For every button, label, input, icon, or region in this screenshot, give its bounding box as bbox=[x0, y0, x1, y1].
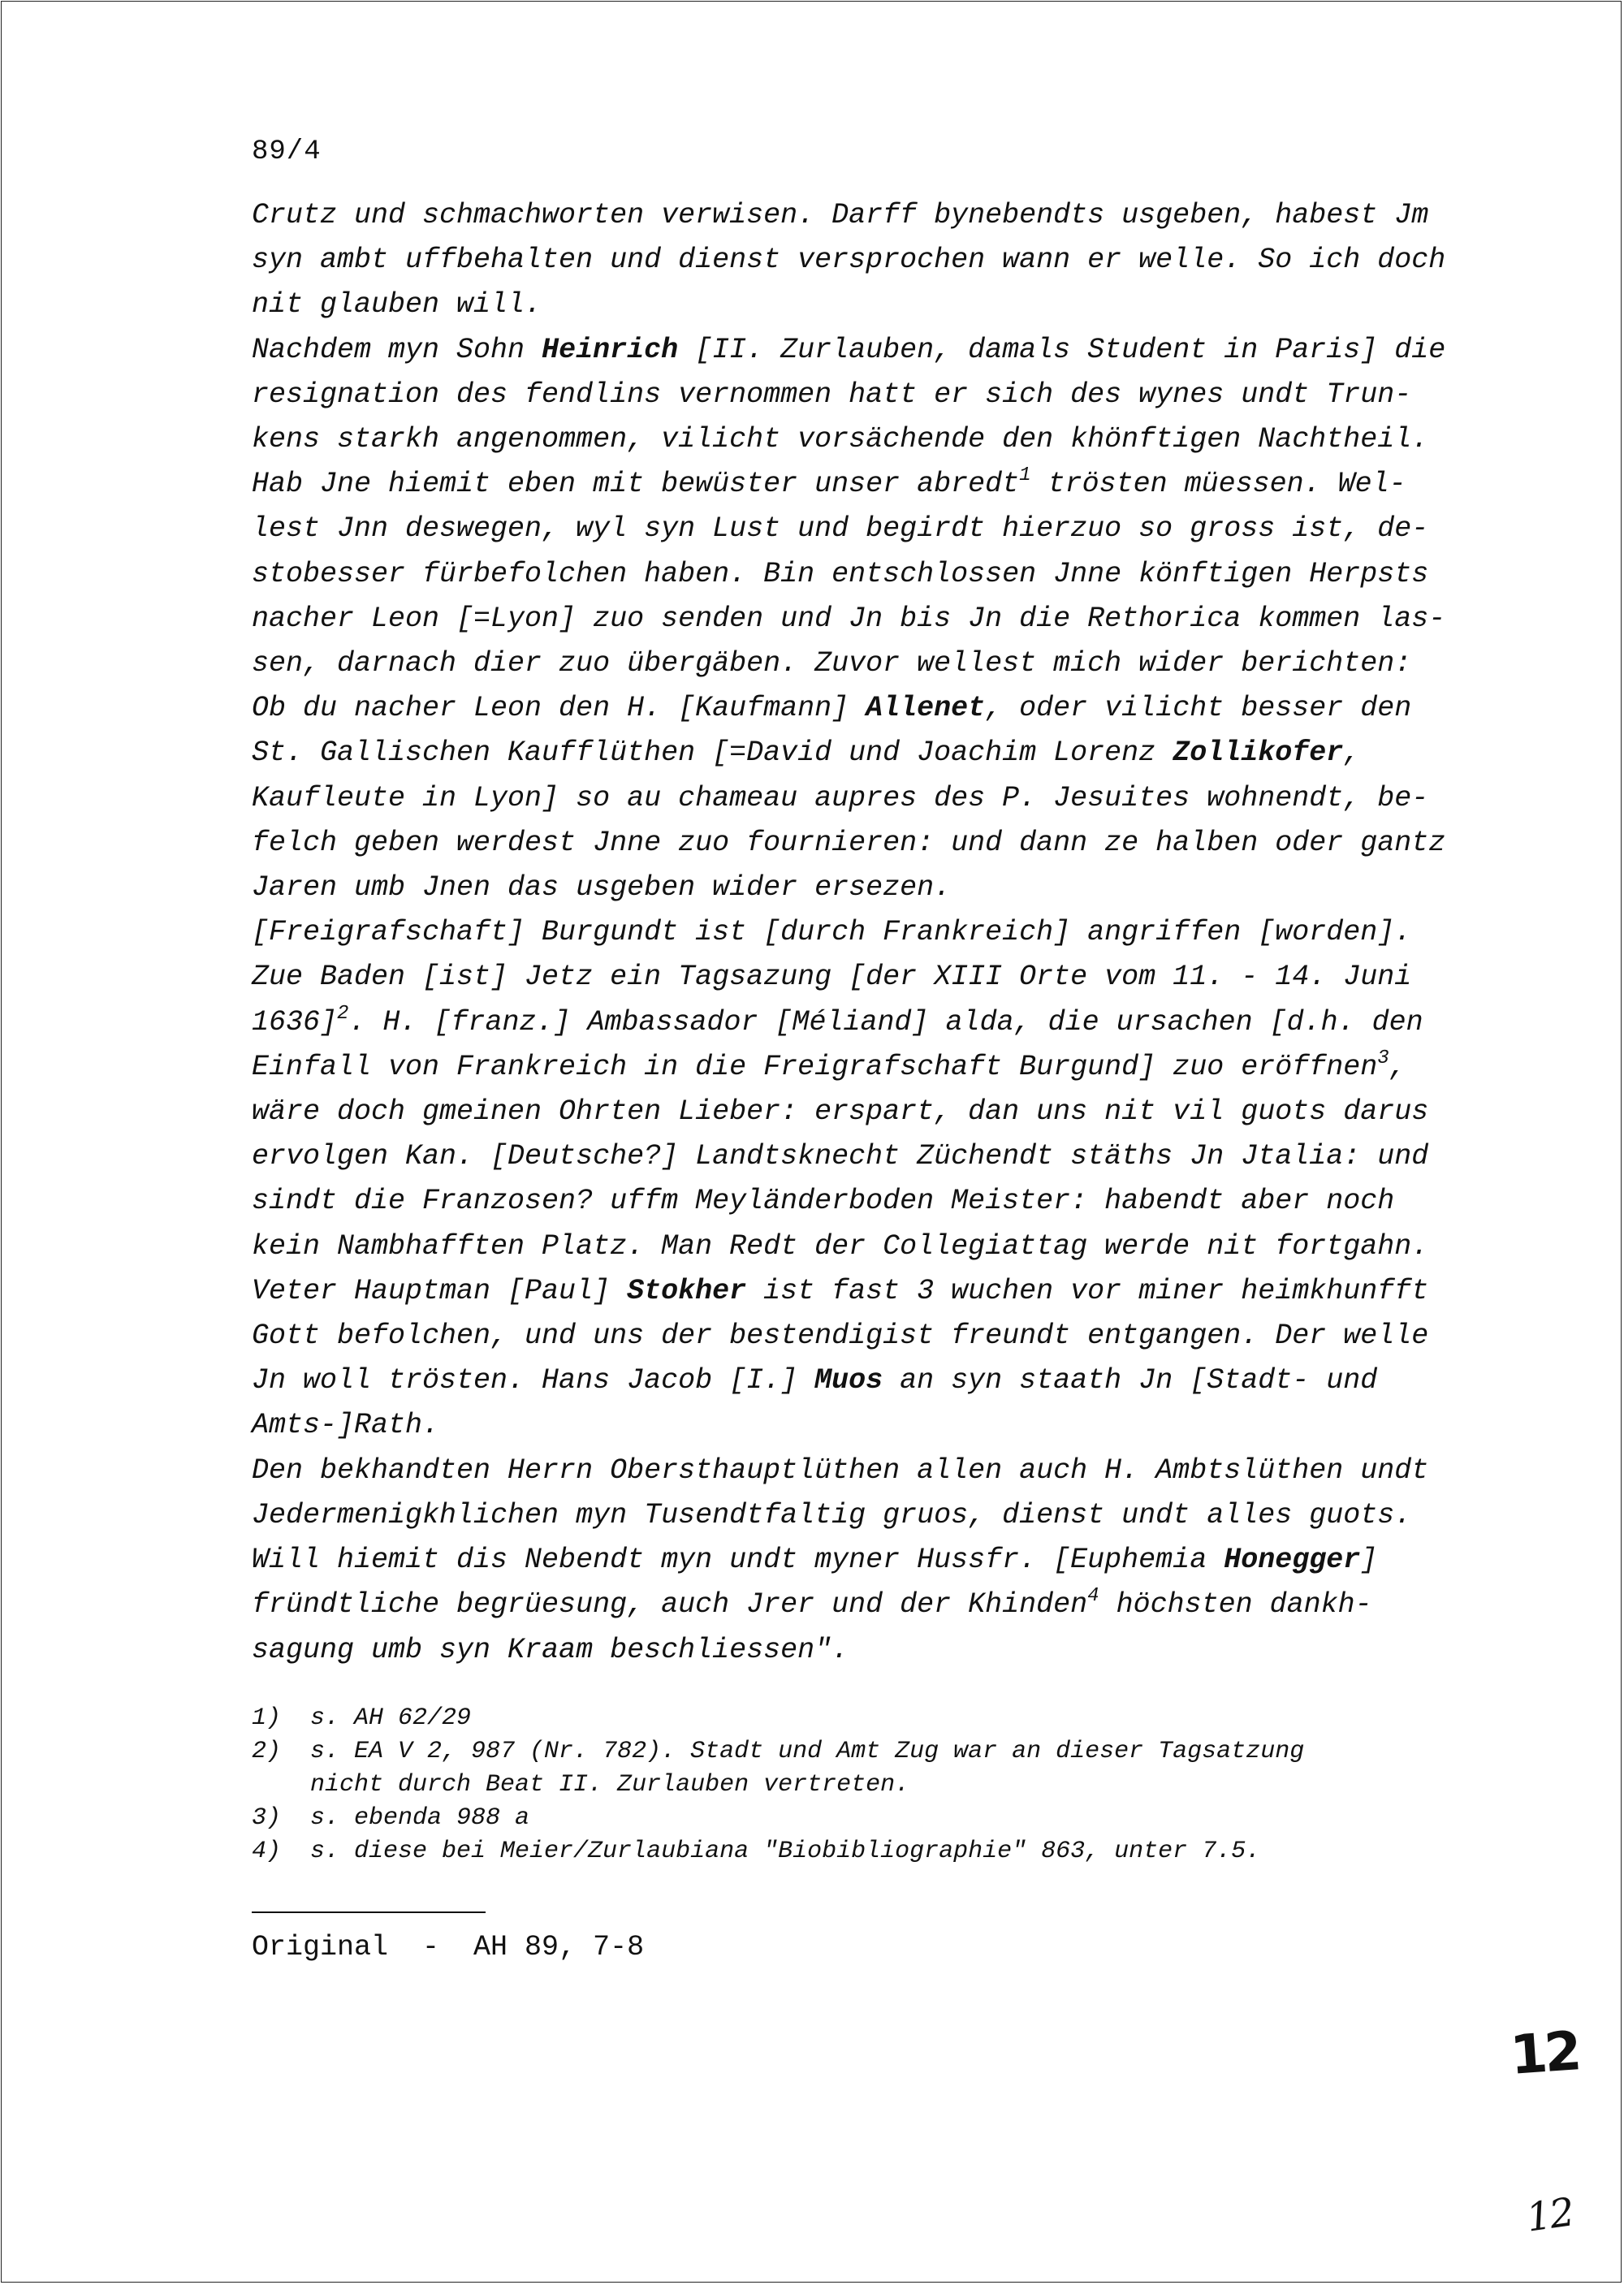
text-line: wäre doch gmeinen Ohrten Lieber: erspart, dan uns nit vil guots darus bbox=[252, 1095, 1429, 1129]
text-line: Veter Hauptman [Paul] Stokher ist fast 3 wuchen vor miner heimkhunfft bbox=[252, 1274, 1429, 1307]
text-line: syn ambt uffbehalten und dienst versprochen wann er welle. So ich doch bbox=[252, 244, 1446, 277]
person-name: Honegger bbox=[1224, 1544, 1361, 1577]
person-name: Zollikofer bbox=[1173, 736, 1344, 770]
text-line: Zue Baden [ist] Jetz ein Tagsazung [der XIII Orte vom 11. - 14. Juni bbox=[252, 961, 1412, 994]
person-name: Stokher bbox=[627, 1274, 747, 1307]
text-line: felch geben werdest Jnne zuo fournieren: und dann ze halben oder gantz bbox=[252, 826, 1446, 859]
footnote-continuation: nicht durch Beat II. Zurlauben vertreten. bbox=[310, 1771, 910, 1799]
handwritten-folio-mark: 12 bbox=[1523, 2189, 1576, 2241]
text-line: Crutz und schmachworten verwisen. Darff bynebendts usgeben, habest Jm bbox=[252, 199, 1429, 231]
person-name: Muos bbox=[814, 1364, 883, 1397]
text-line: Nachdem myn Sohn Heinrich [II. Zurlauben, damals Student in Paris] die bbox=[252, 333, 1446, 366]
page-number: 89/4 bbox=[252, 136, 322, 167]
text-line: sindt die Franzosen? uffm Meyländerboden Meister: habendt aber noch bbox=[252, 1185, 1395, 1218]
text-line: 1636]$^2$. H. [franz.] Ambassador [Méliand] alda, die ursachen [d.h. den bbox=[252, 1002, 1423, 1039]
footnote: 3) s. ebenda 988 a bbox=[252, 1804, 530, 1832]
text-line: Hab Jne hiemit eben mit bewüster unser abredt$^1$ trösten müessen. Wel- bbox=[252, 464, 1406, 501]
text-line: Will hiemit dis Nebendt myn undt myner Hussfr. [Euphemia Honegger] bbox=[252, 1544, 1378, 1577]
text-line: ervolgen Kan. [Deutsche?] Landtsknecht Züchendt stäths Jn Jtalia: und bbox=[252, 1140, 1429, 1173]
footnote-ref: 2 bbox=[337, 1002, 349, 1025]
text-line: Einfall von Frankreich in die Freigrafschaft Burgund] zuo eröffnen$^3$, bbox=[252, 1047, 1406, 1083]
text-line: Jn woll trösten. Hans Jacob [I.] Muos an syn staath Jn [Stadt- und bbox=[252, 1364, 1378, 1397]
text-line: kein Nambhafften Platz. Man Redt der Collegiattag werde nit fortgahn. bbox=[252, 1229, 1429, 1263]
text-line: kens starkh angenommen, vilicht vorsächende den khönftigen Nachtheil. bbox=[252, 423, 1429, 456]
text-line: fründtliche begrüesung, auch Jrer und der Khinden$^4$ höchsten dankh- bbox=[252, 1585, 1372, 1622]
text-line: stobesser fürbefolchen haben. Bin entschlossen Jnne könftigen Herpsts bbox=[252, 557, 1429, 590]
text-line: St. Gallischen Kaufflüthen [=David und Joachim Lorenz Zollikofer, bbox=[252, 736, 1361, 770]
text-line: nacher Leon [=Lyon] zuo senden und Jn bis Jn die Rethorica kommen las- bbox=[252, 602, 1446, 635]
footnotes bbox=[252, 1702, 1518, 1868]
footnote: 4) s. diese bei Meier/Zurlaubiana "Biobibliographie" 863, unter 7.5. bbox=[252, 1838, 1261, 1865]
footnote: 1) s. AH 62/29 bbox=[252, 1704, 472, 1732]
text-line: Jaren umb Jnen das usgeben wider ersezen. bbox=[252, 871, 952, 905]
text-line: Den bekhandten Herrn Obersthauptlüthen allen auch H. Ambtslüthen undt bbox=[252, 1454, 1429, 1487]
source-divider bbox=[252, 1911, 486, 1913]
footnote: 2) s. EA V 2, 987 (Nr. 782). Stadt und Amt Zug war an dieser Tagsatzung bbox=[252, 1738, 1305, 1765]
text-line: sagung umb syn Kraam beschliessen". bbox=[252, 1633, 849, 1666]
text-line: Amts-]Rath. bbox=[252, 1409, 440, 1442]
footnote-ref: 1 bbox=[1019, 464, 1031, 487]
footnote-ref: 3 bbox=[1377, 1047, 1389, 1069]
text-line: lest Jnn deswegen, wyl syn Lust und begirdt hierzuo so gross ist, de- bbox=[252, 512, 1429, 546]
text-line: Gott befolchen, und uns der bestendigist freundt entgangen. Der welle bbox=[252, 1320, 1429, 1353]
text-line: resignation des fendlins vernommen hatt er sich des wynes undt Trun- bbox=[252, 378, 1412, 411]
person-name: Heinrich bbox=[542, 333, 679, 366]
person-name: Allenet bbox=[866, 692, 986, 725]
text-line: Ob du nacher Leon den H. [Kaufmann] Allenet, oder vilicht besser den bbox=[252, 692, 1412, 725]
text-line: Jedermenigkhlichen myn Tusendtfaltig gruos, dienst undt alles guots. bbox=[252, 1498, 1412, 1531]
source-reference: Original - AH 89, 7-8 bbox=[252, 1931, 645, 1963]
footnote-ref: 4 bbox=[1087, 1585, 1099, 1608]
text-line: [Freigrafschaft] Burgundt ist [durch Frankreich] angriffen [worden]. bbox=[252, 916, 1412, 949]
text-line: nit glauben will. bbox=[252, 288, 542, 322]
letter-text bbox=[252, 193, 1518, 1673]
text-line: sen, darnach dier zuo übergäben. Zuvor wellest mich wider berichten: bbox=[252, 647, 1412, 680]
text-line: Kaufleute in Lyon] so au chameau aupres des P. Jesuites wohnendt, be- bbox=[252, 781, 1429, 814]
handwritten-page-mark: 12 bbox=[1508, 2019, 1581, 2087]
